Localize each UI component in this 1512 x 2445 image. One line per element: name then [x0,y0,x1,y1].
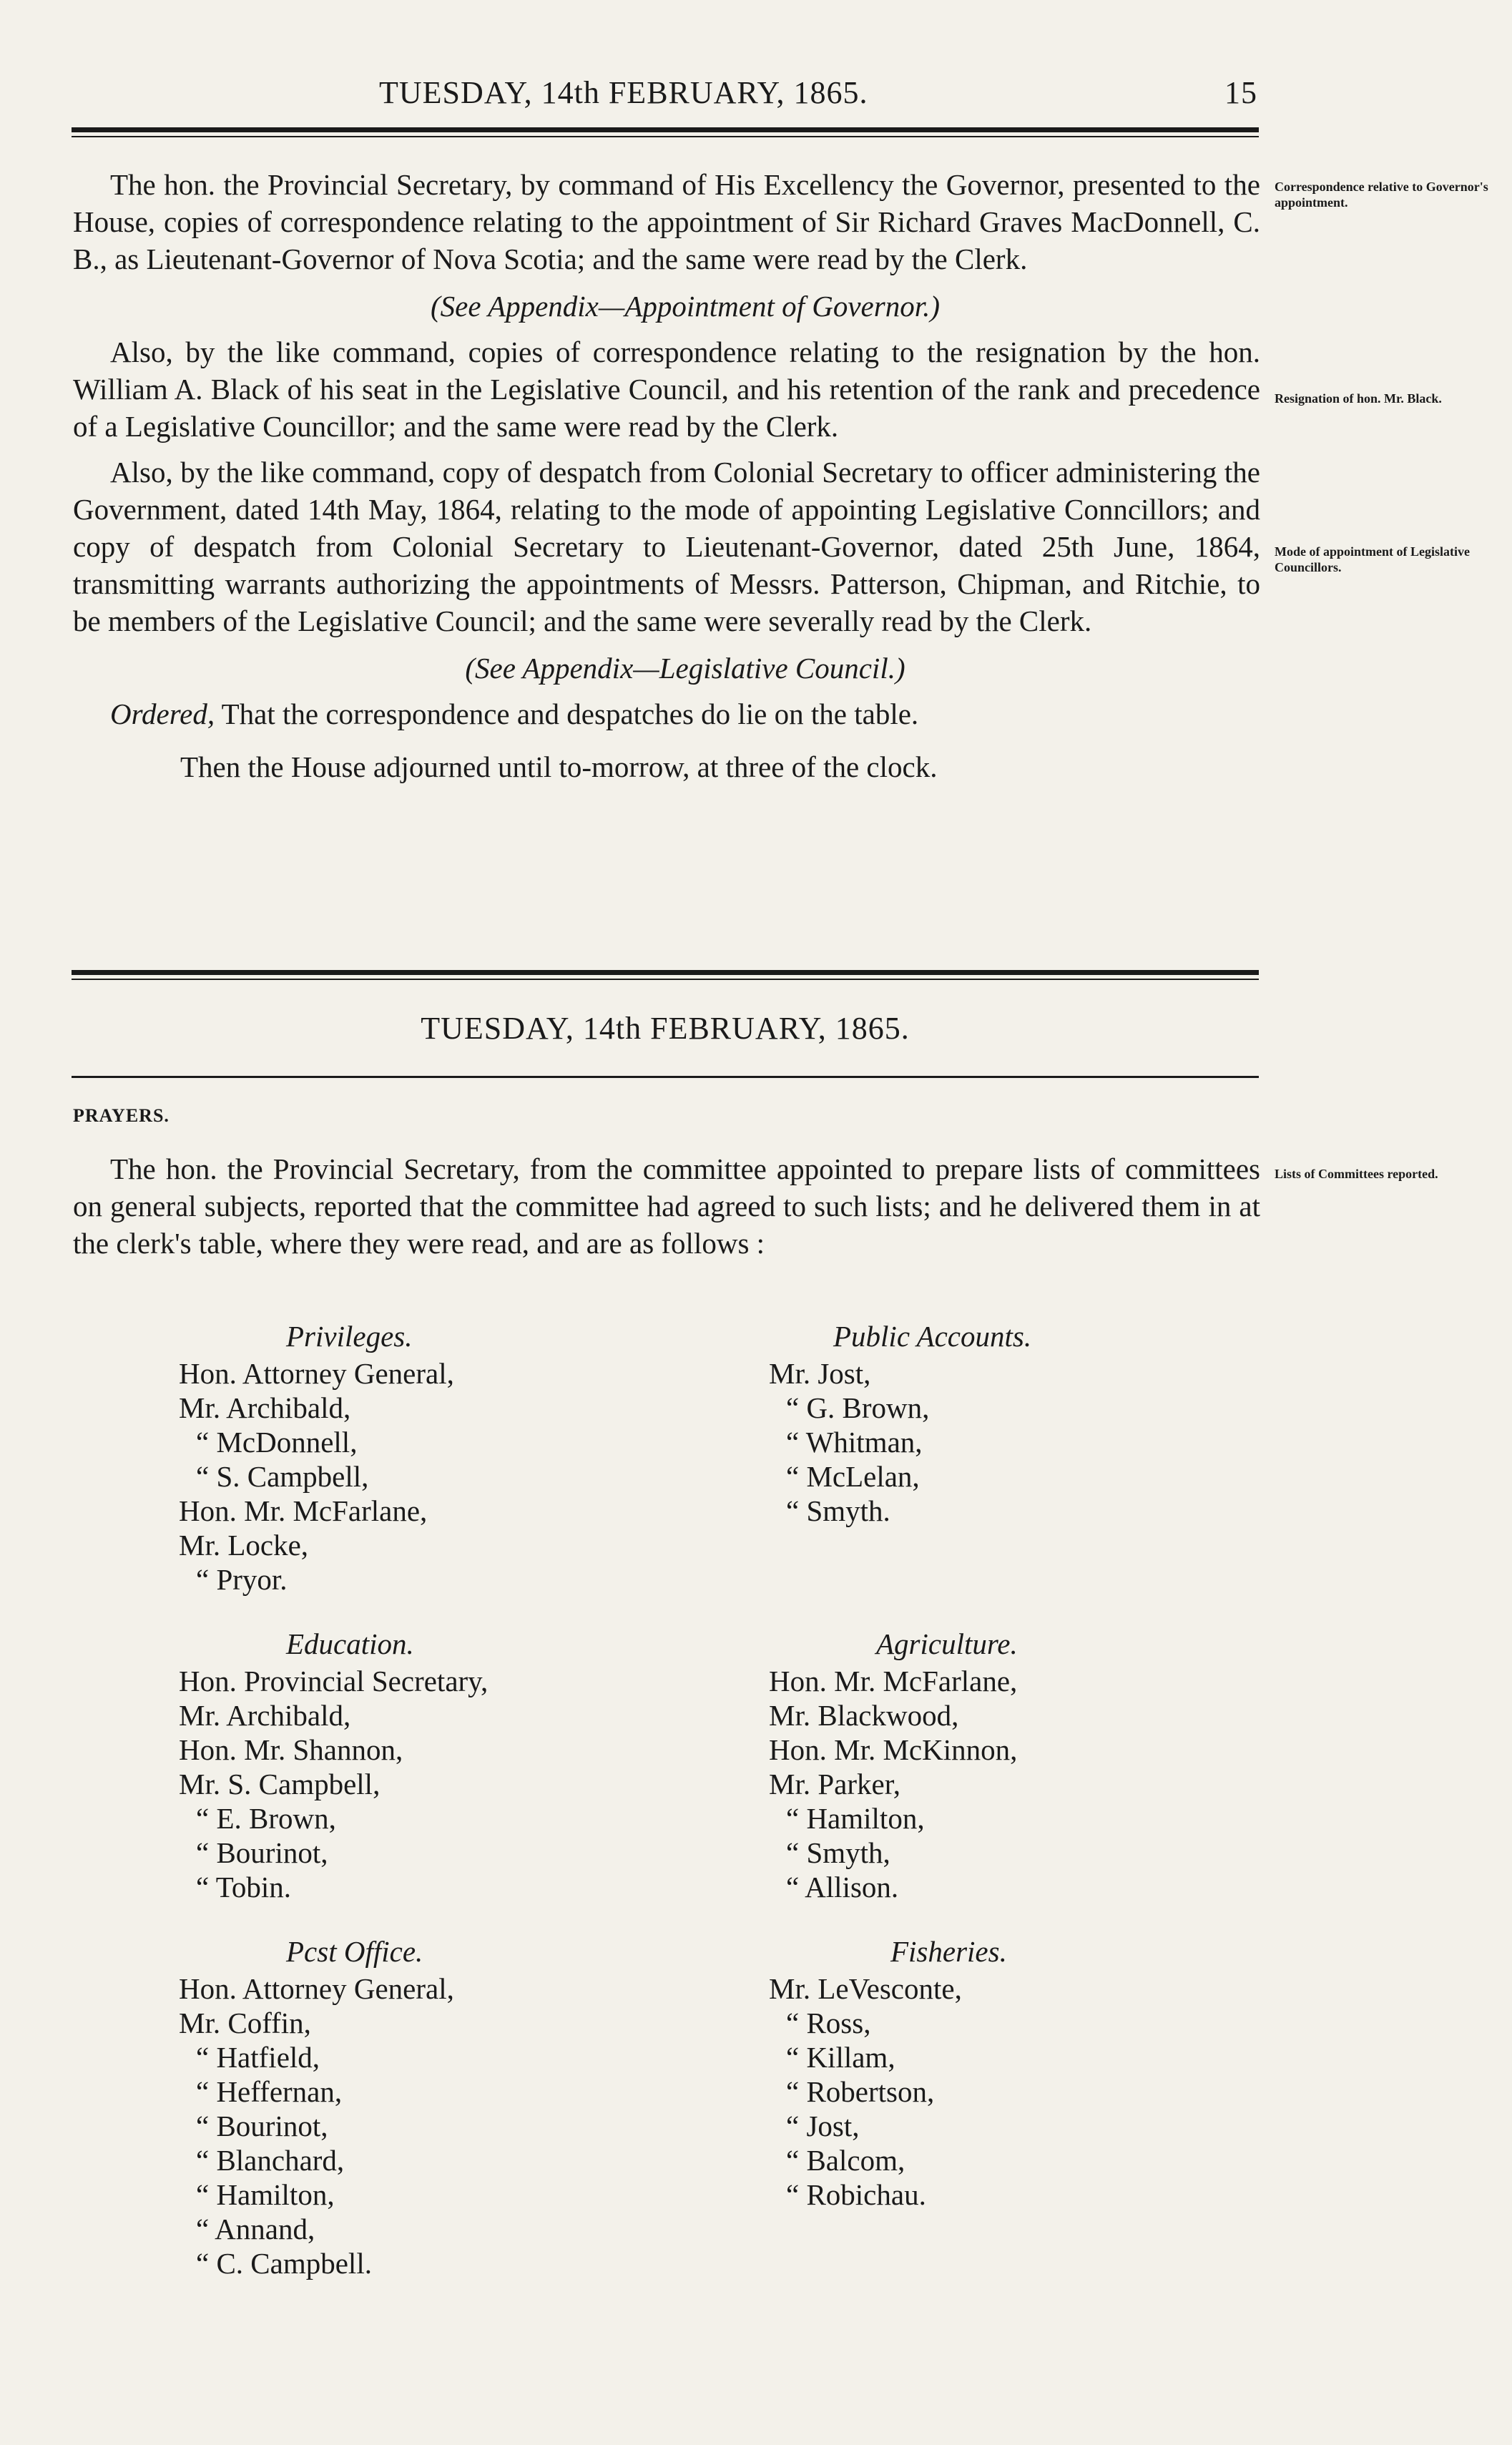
adjourn-line: Then the House adjourned until to-morrow, at three of the clock. [180,750,938,783]
member-line: “ Balcom, [786,2144,905,2177]
member-line: “ E. Brown, [196,1802,336,1835]
member-line: “ Whitman, [786,1426,923,1459]
header-rule-thin [72,136,1259,137]
margin-note-mode-of-appointment: Mode of appointment of Legislative Councillors. [1275,544,1470,574]
margin-note-correspondence: Correspondence relative to Governor's appointment. [1275,180,1488,210]
section-date-heading: TUESDAY, 14th FEBRUARY, 1865. [421,1011,910,1046]
section-rule-thick [72,970,1259,975]
committee-fisheries [769,1931,1007,2212]
member-line: Mr. Archibald, [179,1391,351,1424]
header-rule-thick [72,127,1259,132]
member-line: Mr. Locke, [179,1529,309,1562]
member-line: “ Bourinot, [196,2110,328,2142]
member-line: Hon. Mr. McFarlane, [179,1494,428,1527]
member-line: “ Annand, [196,2213,315,2245]
member-line: Mr. Coffin, [179,2007,311,2039]
committee-title: Privileges. [286,1320,413,1353]
page-number: 15 [1224,75,1257,110]
see-appendix-council: (See Appendix—Legislative Council.) [465,652,905,685]
member-line: “ G. Brown, [786,1391,930,1424]
member-line: Hon. Attorney General, [179,1357,454,1390]
prayers-label: PRAYERS. [73,1105,170,1126]
paragraph-correspondence: The hon. the Provincial Secretary, by command of His Excellency the Governor, presented to the House, copies of correspondence relating to the appointment of Sir Richard Graves MacDonnell, C. B., as Lieutenant-Governor of Nova Scotia; and the same were read by the Clerk. [73,168,1260,275]
member-line: “ Jost, [786,2110,860,2142]
member-line: Mr. S. Campbell, [179,1768,381,1800]
committees-report-paragraph [73,1150,1260,1262]
ordered-label: Ordered, [110,697,215,730]
member-line: “ Robertson, [786,2075,935,2108]
member-line: Mr. Parker, [769,1768,900,1800]
member-line: Hon. Attorney General, [179,1972,454,2005]
member-line: Hon. Provincial Secretary, [179,1665,489,1697]
session-one-body [73,166,1260,785]
date-heading-rule [72,1076,1259,1078]
committee-title: Fisheries. [890,1935,1007,1968]
ordered-text: That the correspondence and despatches do lie on the table. [221,697,919,730]
margin-note-resignation: Resignation of hon. Mr. Black. [1275,391,1442,406]
committee-post-office [179,1931,454,2280]
member-line: Mr. Jost, [769,1357,871,1390]
see-appendix-governor: (See Appendix—Appointment of Governor.) [430,290,941,323]
paragraph-committees: The hon. the Provincial Secretary, from the committee appointed to prepare lists of committees on general subjects, reported that the committee had agreed to such lists; and he delivered them in at the clerk's table, where they were read, and are as follows : [73,1152,1260,1260]
member-line: “ Pryor. [196,1563,288,1596]
member-line: “ Hamilton, [786,1802,925,1835]
margin-note-committees: Lists of Committees reported. [1275,1167,1438,1181]
paragraph-resignation: Also, by the like command, copies of correspondence relating to the resignation by the hon. William A. Black of his seat in the Legislative Council, and his retention of the rank and precedence of a Legislative Councillor; and the same were read by the Clerk. [73,335,1260,443]
member-line: Hon. Mr. McKinnon, [769,1733,1018,1766]
member-line: “ McDonnell, [196,1426,358,1459]
member-line: “ Heffernan, [196,2075,343,2108]
paragraph-mode-of-appointment: Also, by the like command, copy of despatch from Colonial Secretary to officer administering the Government, dated 14th May, 1864, relating to the mode of appointing Legislative Conncillors; and copy of despatch from Colonial Secretary to Lieutenant-Governor, dated 25th June, 1864, transmitting warrants authorizing the appointments of Messrs. Patterson, Chipman, and Ritchie, to be members of the Legislative Council; and the same were severally read by the Clerk. [73,456,1260,637]
ordered-line [73,695,1260,732]
member-line: “ Smyth, [786,1836,890,1869]
member-line: “ C. Campbell. [196,2247,372,2280]
member-line: “ Smyth. [786,1494,890,1527]
member-line: “ S. Campbell, [196,1460,369,1493]
header-date: TUESDAY, 14th FEBRUARY, 1865. [379,75,868,110]
committee-education [179,1624,488,1904]
member-line: “ Killam, [786,2041,895,2074]
member-line: Hon. Mr. McFarlane, [769,1665,1018,1697]
committee-title: Agriculture. [876,1627,1018,1660]
committee-agriculture [769,1624,1018,1904]
committee-title: Education. [286,1627,414,1660]
committee-public-accounts [769,1316,1031,1528]
member-line: Mr. LeVesconte, [769,1972,962,2005]
committee-title: Pcst Office. [286,1935,423,1968]
committee-title: Public Accounts. [833,1320,1032,1353]
member-line: “ Hamilton, [196,2178,335,2211]
member-line: “ McLelan, [786,1460,920,1493]
member-line: “ Tobin. [196,1871,292,1903]
committee-privileges [179,1316,454,1597]
member-line: “ Allison. [786,1871,899,1903]
member-line: “ Bourinot, [196,1836,328,1869]
member-line: Mr. Blackwood, [769,1699,959,1732]
member-line: “ Hatfield, [196,2041,320,2074]
member-line: “ Blanchard, [196,2144,345,2177]
member-line: Mr. Archibald, [179,1699,351,1732]
member-line: “ Robichau. [786,2178,926,2211]
member-line: “ Ross, [786,2007,871,2039]
section-rule-thin [72,979,1259,980]
member-line: Hon. Mr. Shannon, [179,1733,403,1766]
